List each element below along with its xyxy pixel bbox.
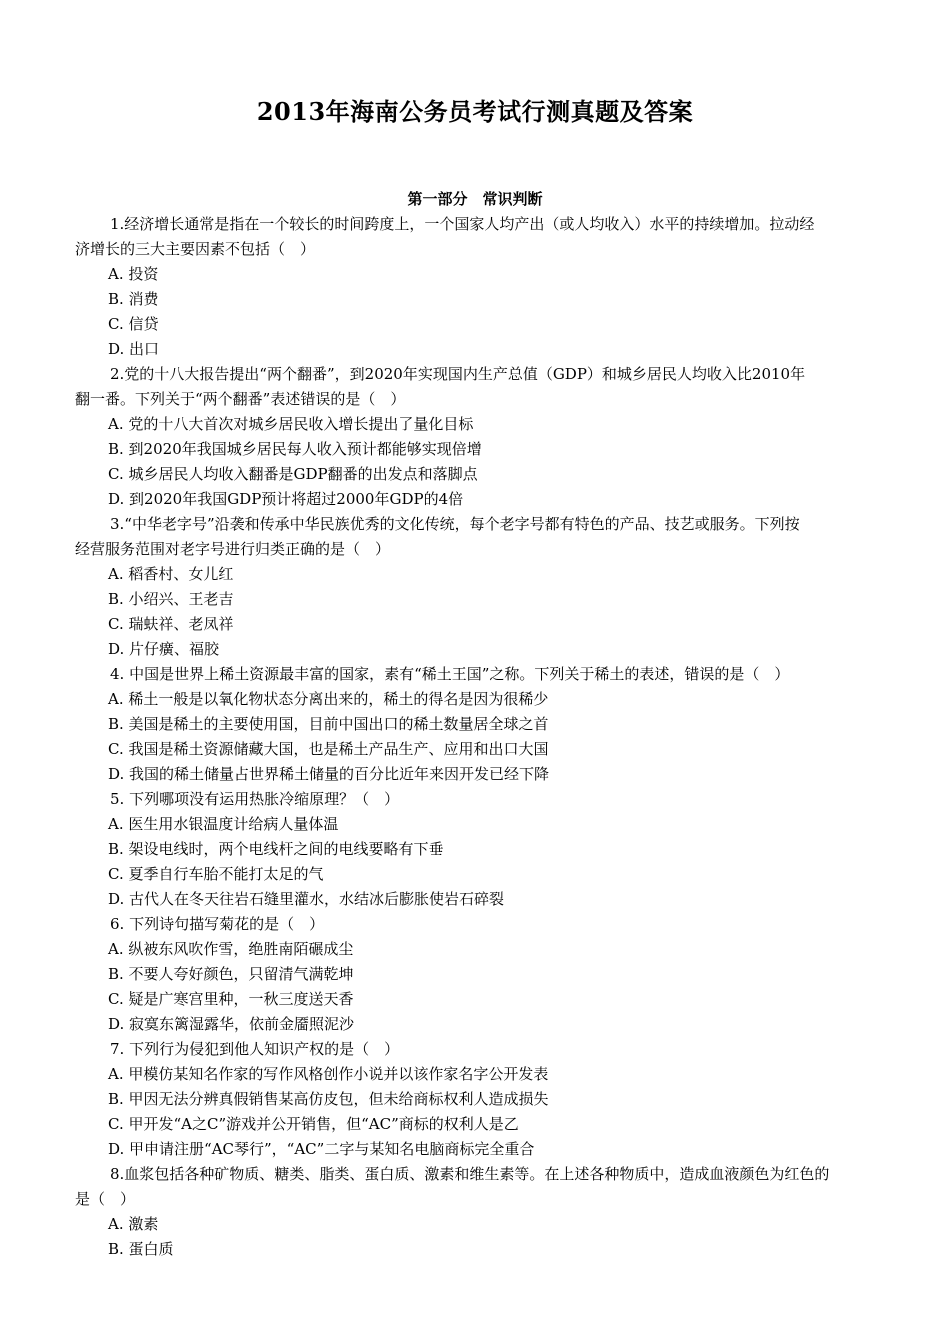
question-2-option-d: D. 到2020年我国GDP预计将超过2000年GDP的4倍 [108,490,464,508]
question-1-option-d: D. 出口 [108,340,160,358]
question-1-line-1: 1.经济增长通常是指在一个较长的时间跨度上，一个国家人均产出（或人均收入）水平的持续增加。拉动经 [110,215,815,233]
question-8-option-a: A. 激素 [108,1215,159,1233]
question-3-option-c: C. 瑞蚨祥、老凤祥 [108,615,234,633]
question-3-option-b: B. 小绍兴、王老吉 [108,590,234,608]
question-7-line-1: 7. 下列行为侵犯到他人知识产权的是（ ） [110,1040,400,1058]
question-5-option-d: D. 古代人在冬天往岩石缝里灌水，水结冰后膨胀使岩石碎裂 [108,890,505,908]
question-8-line-1: 8.血浆包括各种矿物质、糖类、脂类、蛋白质、激素和维生素等。在上述各种物质中，造成血液颜色为红色的 [110,1165,830,1183]
question-1-option-b: B. 消费 [108,290,159,308]
question-2-option-c: C. 城乡居民人均收入翻番是GDP翻番的出发点和落脚点 [108,465,478,483]
question-2-line-2: 翻一番。下列关于“两个翻番”表述错误的是（ ） [75,390,406,408]
question-6-option-d: D. 寂寞东篱湿露华，依前金靥照泥沙 [108,1015,355,1033]
question-7-option-b: B. 甲因无法分辨真假销售某高仿皮包，但未给商标权利人造成损失 [108,1090,549,1108]
question-7-option-c: C. 甲开发“A之C”游戏并公开销售，但“AC”商标的权利人是乙 [108,1115,519,1133]
question-5-option-a: A. 医生用水银温度计给病人量体温 [108,815,339,833]
question-1-option-c: C. 信贷 [108,315,159,333]
question-4-option-b: B. 美国是稀土的主要使用国，目前中国出口的稀土数量居全球之首 [108,715,549,733]
question-6-line-1: 6. 下列诗句描写菊花的是（ ） [110,915,325,933]
question-1-option-a: A. 投资 [108,265,159,283]
question-8-option-b: B. 蛋白质 [108,1240,174,1258]
question-3-line-1: 3.“中华老字号”沿袭和传承中华民族优秀的文化传统，每个老字号都有特色的产品、技艺或服务。下列按 [110,515,800,533]
question-3-option-d: D. 片仔癀、福胶 [108,640,220,658]
question-4-line-1: 4. 中国是世界上稀土资源最丰富的国家，素有“稀土王国”之称。下列关于稀土的表述，错误的是（ ） [110,665,790,683]
question-7-option-d: D. 甲申请注册“AC琴行”，“AC”二字与某知名电脑商标完全重合 [108,1140,535,1158]
question-6-option-b: B. 不要人夸好颜色，只留清气满乾坤 [108,965,354,983]
question-4-option-d: D. 我国的稀土储量占世界稀土储量的百分比近年来因开发已经下降 [108,765,550,783]
section-heading: 第一部分 常识判断 [407,190,543,208]
question-5-option-c: C. 夏季自行车胎不能打太足的气 [108,865,324,883]
question-7-option-a: A. 甲模仿某知名作家的写作风格创作小说并以该作家名字公开发表 [108,1065,549,1083]
question-1-line-2: 济增长的三大主要因素不包括（ ） [75,240,316,258]
question-4-option-c: C. 我国是稀土资源储藏大国，也是稀土产品生产、应用和出口大国 [108,740,549,758]
question-6-option-a: A. 纵被东风吹作雪，绝胜南陌碾成尘 [108,940,354,958]
question-6-option-c: C. 疑是广寒宫里种，一秋三度送天香 [108,990,354,1008]
question-3-line-2: 经营服务范围对老字号进行归类正确的是（ ） [75,540,391,558]
question-5-line-1: 5. 下列哪项没有运用热胀冷缩原理？（ ） [110,790,400,808]
question-2-option-b: B. 到2020年我国城乡居民每人收入预计都能够实现倍增 [108,440,482,458]
question-8-line-2: 是（ ） [75,1190,136,1208]
question-2-option-a: A. 党的十八大首次对城乡居民收入增长提出了量化目标 [108,415,474,433]
question-2-line-1: 2.党的十八大报告提出“两个翻番”，到2020年实现国内生产总值（GDP）和城乡居民人均收入比2010年 [110,365,806,383]
question-3-option-a: A. 稻香村、女儿红 [108,565,234,583]
document-title: 2013年海南公务员考试行测真题及答案 [256,97,694,126]
question-5-option-b: B. 架设电线时，两个电线杆之间的电线要略有下垂 [108,840,444,858]
question-4-option-a: A. 稀土一般是以氧化物状态分离出来的，稀土的得名是因为很稀少 [108,690,549,708]
